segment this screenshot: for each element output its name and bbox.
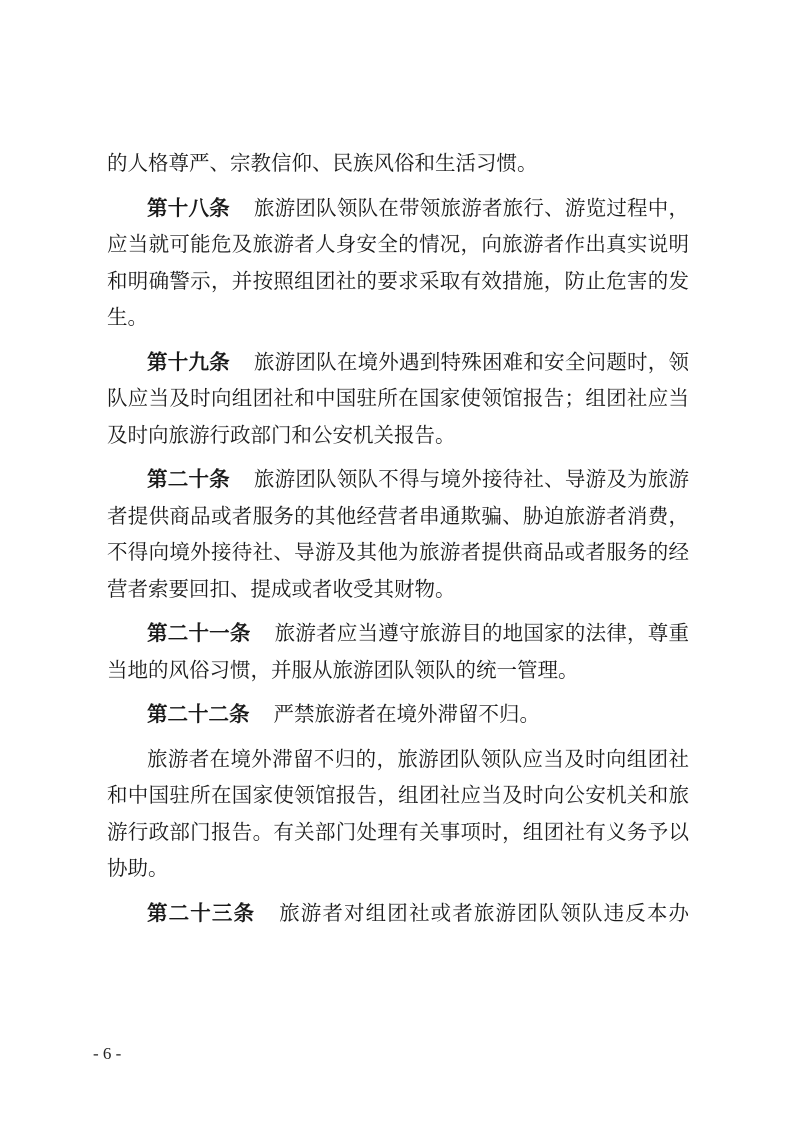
- text-line: 游行政部门报告。有关部门处理有关事项时，组团社有义务予以: [107, 819, 689, 844]
- article-first-line: [107, 615, 689, 652]
- text-line: 旅游团队在境外遇到特殊困难和安全问题时，领: [253, 349, 689, 374]
- article-first-line: [107, 696, 689, 733]
- article-heading: 第二十条: [147, 467, 230, 491]
- article-first-line: [107, 461, 689, 498]
- text-line: 当地的风俗习惯，并服从旅游团队领队的统一管理。: [107, 657, 579, 682]
- article-20: [107, 461, 689, 607]
- text-line: 不得向境外接待社、导游及其他为旅游者提供商品或者服务的经: [107, 540, 689, 564]
- article-22-paragraph-2: [107, 741, 689, 887]
- text-line: 旅游者对组团社或者旅游团队领队违反本办: [279, 900, 689, 925]
- article-22: [107, 696, 689, 733]
- text-line: 和中国驻所在国家使领馆报告，组团社应当及时向公安机关和旅: [107, 783, 689, 807]
- article-first-line: [107, 190, 689, 227]
- text-line: 的人格尊严、宗教信仰、民族风俗和生活习惯。: [107, 151, 538, 175]
- page-number: - 6 -: [93, 1044, 122, 1063]
- text-line: 严禁旅游者在境外滞留不归。: [273, 702, 540, 726]
- paragraph-continuation: [107, 145, 689, 182]
- article-19: [107, 344, 689, 454]
- article-heading: 第十九条: [147, 349, 230, 374]
- text-line: 队应当及时向组团社和中国驻所在国家使领馆报告；组团社应当: [107, 386, 689, 410]
- article-heading: 第二十三条: [147, 900, 256, 925]
- article-first-line: [107, 344, 689, 381]
- text-line: 及时向旅游行政部门和公安机关报告。: [107, 422, 456, 447]
- article-first-line: [107, 895, 689, 932]
- article-23: [107, 895, 689, 932]
- text-line: 旅游团队领队不得与境外接待社、导游及为旅游: [253, 467, 689, 491]
- text-line: 者提供商品或者服务的其他经营者串通欺骗、胁迫旅游者消费，: [107, 503, 689, 528]
- text-line: 旅游团队领队在带领旅游者旅行、游览过程中，: [253, 195, 689, 220]
- text-line: 和明确警示，并按照组团社的要求采取有效措施，防止危害的发: [107, 268, 689, 293]
- text-line: 协助。: [107, 856, 169, 880]
- text-line: 生。: [107, 305, 148, 329]
- text-line: 旅游者应当遵守旅游目的地国家的法律，尊重: [274, 621, 689, 645]
- article-heading: 第十八条: [147, 195, 230, 220]
- article-21: [107, 615, 689, 688]
- text-line: 应当就可能危及旅游者人身安全的情况，向旅游者作出真实说明: [107, 232, 689, 256]
- article-heading: 第二十二条: [147, 702, 250, 726]
- text-line: 旅游者在境外滞留不归的，旅游团队领队应当及时向组团社: [147, 746, 689, 771]
- text-line: 营者索要回扣、提成或者收受其财物。: [107, 576, 456, 601]
- document-body: [107, 145, 689, 939]
- article-18: [107, 190, 689, 336]
- article-heading: 第二十一条: [147, 621, 251, 645]
